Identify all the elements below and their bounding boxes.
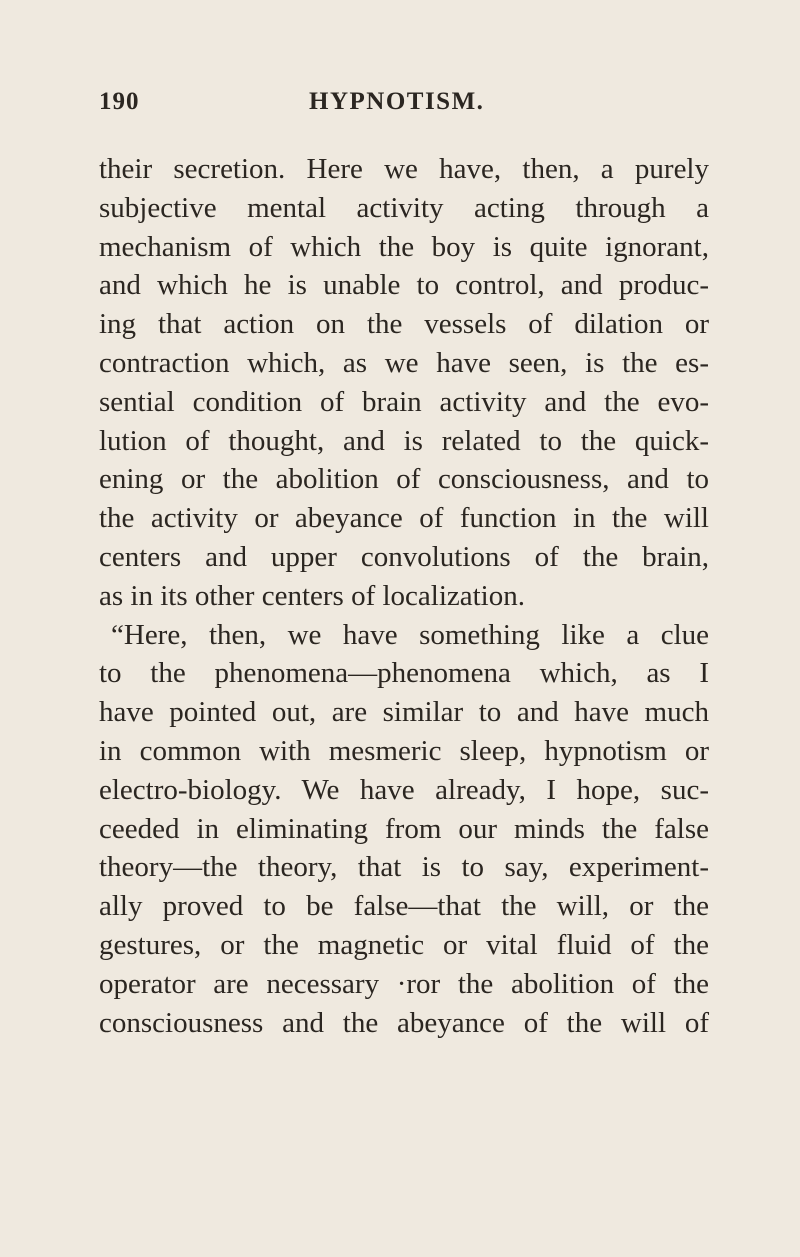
text-line: sential condition of brain activity and the evo- bbox=[99, 385, 709, 418]
text-line: the activity or abeyance of function in the will bbox=[99, 502, 709, 535]
text-line: electro-biology. We have already, I hope, suc- bbox=[99, 773, 709, 806]
text-line: in common with mesmeric sleep, hypnotism or bbox=[99, 734, 709, 767]
text-line: ceeded in eliminating from our minds the false bbox=[99, 812, 709, 845]
text-line: theory—the theory, that is to say, experiment- bbox=[99, 851, 709, 884]
text-line: operator are necessary ·ror the abolition of the bbox=[99, 967, 709, 1000]
body-text bbox=[99, 150, 709, 1042]
text-line: and which he is unable to control, and produc- bbox=[99, 269, 709, 302]
text-line: consciousness and the abeyance of the will of bbox=[99, 1006, 709, 1039]
text-line: their secretion. Here we have, then, a purely bbox=[99, 153, 709, 185]
page-number: 190 bbox=[99, 88, 140, 115]
text-line: “Here, then, we have something like a clue bbox=[111, 618, 709, 651]
text-line: ing that action on the vessels of dilation or bbox=[99, 308, 709, 341]
text-line: ally proved to be false—that the will, or the bbox=[99, 890, 709, 923]
text-line: have pointed out, are similar to and have much bbox=[99, 696, 709, 729]
running-head: HYPNOTISM. bbox=[309, 88, 485, 115]
text-line: lution of thought, and is related to the quick- bbox=[99, 424, 709, 457]
text-line: as in its other centers of localization. bbox=[99, 579, 525, 612]
text-line: ening or the abolition of consciousness, and to bbox=[99, 463, 709, 496]
page-header bbox=[99, 88, 709, 118]
text-line: contraction which, as we have seen, is the es- bbox=[99, 346, 709, 379]
text-line: to the phenomena—phenomena which, as I bbox=[99, 657, 709, 690]
text-line: gestures, or the magnetic or vital fluid of the bbox=[99, 928, 709, 961]
text-line: subjective mental activity acting through a bbox=[99, 191, 709, 224]
text-line: mechanism of which the boy is quite ignorant, bbox=[99, 230, 709, 263]
text-line: centers and upper convolutions of the brain, bbox=[99, 540, 709, 573]
